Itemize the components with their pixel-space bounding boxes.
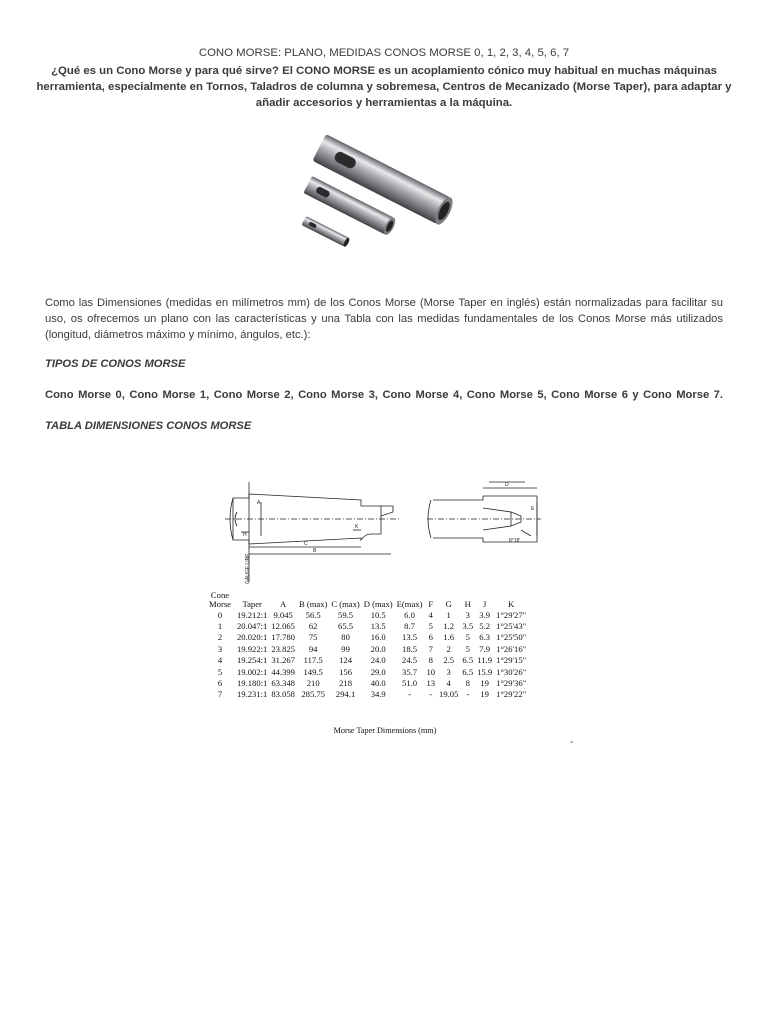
header-b: B (max) xyxy=(298,599,328,609)
table-cell: 4 xyxy=(428,609,433,620)
document-title: CONO MORSE: PLANO, MEDIDAS CONOS MORSE 0, 1, 2, 3, 4, 5, 6, 7 xyxy=(198,47,570,59)
table-cell: 19.05 xyxy=(439,689,459,700)
table-row xyxy=(205,609,528,620)
table-cell: 31.267 xyxy=(271,655,295,666)
table-cell: 5.2 xyxy=(479,621,491,632)
label-a: A xyxy=(257,500,261,506)
label-k: K xyxy=(355,524,359,530)
table-cell: 3.5 xyxy=(462,621,474,632)
table-cell: 20.0 xyxy=(370,643,386,654)
table-cell: 19.212:1 xyxy=(237,609,268,620)
table-cell: 51.0 xyxy=(402,678,418,689)
table-row xyxy=(205,666,528,677)
table-cell: 3 xyxy=(446,666,451,677)
table-cell: 15.9 xyxy=(477,666,493,677)
table-cell: 6.5 xyxy=(462,666,474,677)
table-cell: 5 xyxy=(465,643,470,654)
heading-tipos: TIPOS DE CONOS MORSE xyxy=(45,358,186,370)
table-cell: 13.5 xyxy=(402,632,418,643)
header-k: K xyxy=(508,599,515,609)
table-cell: 285.75 xyxy=(301,689,325,700)
table-cell: 1°30'26" xyxy=(496,666,527,677)
table-cell: 1°29'15" xyxy=(496,655,527,666)
header-e: E(max) xyxy=(396,599,423,609)
stray-mark: - xyxy=(570,737,574,748)
table-cell: 149.5 xyxy=(303,666,323,677)
table-row xyxy=(205,632,528,643)
table-cell: 7 xyxy=(428,643,433,654)
table-cell: 99 xyxy=(341,643,350,654)
table-cell: 7.9 xyxy=(479,643,491,654)
table-cell: 94 xyxy=(308,643,318,654)
table-cell: 1.6 xyxy=(443,632,455,643)
header-a: A xyxy=(280,599,287,609)
table-cell: 24.5 xyxy=(402,655,418,666)
label-c: C xyxy=(304,541,308,547)
table-cell: 5 xyxy=(465,632,470,643)
table-cell: 1 xyxy=(446,609,451,620)
table-cell: 4 xyxy=(446,678,451,689)
table-cell: 8 xyxy=(465,678,470,689)
table-header-row xyxy=(205,591,528,609)
table-row xyxy=(205,677,528,688)
table-cell: 8 xyxy=(428,655,433,666)
table-cell: 10.5 xyxy=(370,609,386,620)
table-cell: 1.2 xyxy=(443,621,455,632)
table-cell: 124 xyxy=(339,655,353,666)
table-cell: 3 xyxy=(465,609,470,620)
header-f: F xyxy=(428,599,434,609)
table-cell: 63.348 xyxy=(271,678,295,689)
table-cell: 56.5 xyxy=(305,609,321,620)
table-caption: Morse Taper Dimensions (mm) xyxy=(333,726,437,735)
tipos-list: Cono Morse 0, Cono Morse 1, Cono Morse 2, Cono Morse 3, Cono Morse 4, Cono Morse 5, Cono Morse 6 y Cono Morse 7. xyxy=(45,389,723,401)
header-d: D (max) xyxy=(363,599,393,609)
header-taper: Taper xyxy=(242,599,262,609)
table-cell: 23.825 xyxy=(271,643,295,654)
table-row xyxy=(205,643,528,654)
table-cell: 1°29'27" xyxy=(496,609,527,620)
table-cell: 20.020:1 xyxy=(237,632,268,643)
table-cell: 19.180:1 xyxy=(237,678,268,689)
table-cell: 17.780 xyxy=(271,632,295,643)
label-d: D xyxy=(505,482,509,488)
table-cell: 34.9 xyxy=(370,689,386,700)
table-cell: 65.5 xyxy=(338,621,354,632)
table-cell: 3 xyxy=(217,643,223,654)
table-cell: 19.002:1 xyxy=(237,666,268,677)
table-cell: - xyxy=(466,689,470,700)
table-cell: 2.5 xyxy=(443,655,455,666)
label-e: E xyxy=(531,506,535,512)
table-cell: 19.922:1 xyxy=(237,643,268,654)
table-cell: 35.7 xyxy=(402,666,418,677)
label-angle: 8°18' xyxy=(509,538,521,544)
table-cell: 5 xyxy=(428,621,433,632)
header-h: H xyxy=(464,599,471,609)
table-cell: 117.5 xyxy=(303,655,323,666)
table-cell: 1°29'36" xyxy=(496,678,527,689)
table-cell: 40.0 xyxy=(370,678,386,689)
body-paragraph: Como las Dimensiones (medidas en milímetros mm) de los Conos Morse (Morse Taper en inglés) están normalizadas para facilitar su uso, os ofrecemos un plano con las características y una Tabla con las medidas fundamentales de los Conos Morse más utilizados (longitud, diámetros máximo y mínimo, ángulos, etc.): xyxy=(45,297,723,341)
table-cell: 16.0 xyxy=(370,632,386,643)
table-cell: 6 xyxy=(428,632,433,643)
table-cell: 62 xyxy=(308,621,318,632)
heading-tabla: TABLA DIMENSIONES CONOS MORSE xyxy=(45,420,252,432)
table-row xyxy=(205,620,528,631)
table-cell: 83.058 xyxy=(271,689,295,700)
table-cell: 1°29'22" xyxy=(496,689,527,700)
table-cell: 75 xyxy=(308,632,318,643)
table-cell: 13 xyxy=(426,678,436,689)
table-cell: 19 xyxy=(480,678,489,689)
table-cell: - xyxy=(408,689,411,700)
table-cell: 18.5 xyxy=(402,643,418,654)
table-cell: 6.0 xyxy=(404,609,415,620)
table-cell: 294.1 xyxy=(335,689,356,700)
table-cell: 6.3 xyxy=(479,632,491,643)
table-cell: 10 xyxy=(426,666,436,677)
table-cell: 59.5 xyxy=(338,609,354,620)
table-cell: 6.5 xyxy=(462,655,474,666)
table-cell: 6 xyxy=(217,678,223,689)
table-cell: 12.065 xyxy=(271,621,295,632)
table-cell: 210 xyxy=(306,678,320,689)
morse-sleeves-photo xyxy=(298,120,473,255)
table-cell: 0 xyxy=(217,609,223,620)
table-cell: 8.7 xyxy=(404,621,415,632)
table-cell: 29.0 xyxy=(370,666,386,677)
intro-paragraph: ¿Qué es un Cono Morse y para qué sirve? El CONO MORSE es un acoplamiento cónico muy habitual en muchas máquinas herramienta, especialmente en Tornos, Taladros de columna y sobremesa, Centros de Mecanizado (Morse Taper), para adaptar y añadir accesorios y herramientas a la máquina. xyxy=(36,65,732,109)
table-cell: 218 xyxy=(339,678,353,689)
morse-taper-drawing xyxy=(221,472,543,590)
table-cell: 11.9 xyxy=(477,655,493,666)
label-b: B xyxy=(313,548,317,554)
table-cell: 24.0 xyxy=(370,655,386,666)
table-row xyxy=(205,655,528,666)
table-cell: 4 xyxy=(217,655,223,666)
table-cell: 7 xyxy=(217,689,223,700)
table-body xyxy=(205,609,528,700)
header-c: C (max) xyxy=(331,599,360,609)
table-cell: 19.254:1 xyxy=(237,655,268,666)
table-cell: 5 xyxy=(217,666,223,677)
table-cell: 1 xyxy=(217,621,223,632)
table-cell: 2 xyxy=(217,632,223,643)
table-cell: 19 xyxy=(480,689,489,700)
table-cell: 1°25'43" xyxy=(496,621,527,632)
table-cell: 9.045 xyxy=(273,609,293,620)
header-g: G xyxy=(445,599,452,609)
morse-dimension-table xyxy=(205,591,528,700)
table-cell: 80 xyxy=(341,632,350,643)
table-cell: 1°26'16" xyxy=(496,643,527,654)
table-cell: - xyxy=(429,689,433,700)
table-row xyxy=(205,689,528,700)
header-j: J xyxy=(482,599,487,609)
table-cell: 13.5 xyxy=(370,621,386,632)
table-cell: 156 xyxy=(339,666,353,677)
label-h: H xyxy=(243,532,247,538)
table-cell: 2 xyxy=(446,643,451,654)
table-cell: 44.399 xyxy=(271,666,295,677)
label-gauge-line: GAUGE LINE xyxy=(245,553,251,584)
table-cell: 1°25'50" xyxy=(496,632,527,643)
header-cone-morse: Cone Morse xyxy=(209,590,231,609)
table-cell: 19.231:1 xyxy=(237,689,268,700)
table-cell: 3.9 xyxy=(479,609,491,620)
table-cell: 20.047:1 xyxy=(237,621,268,632)
